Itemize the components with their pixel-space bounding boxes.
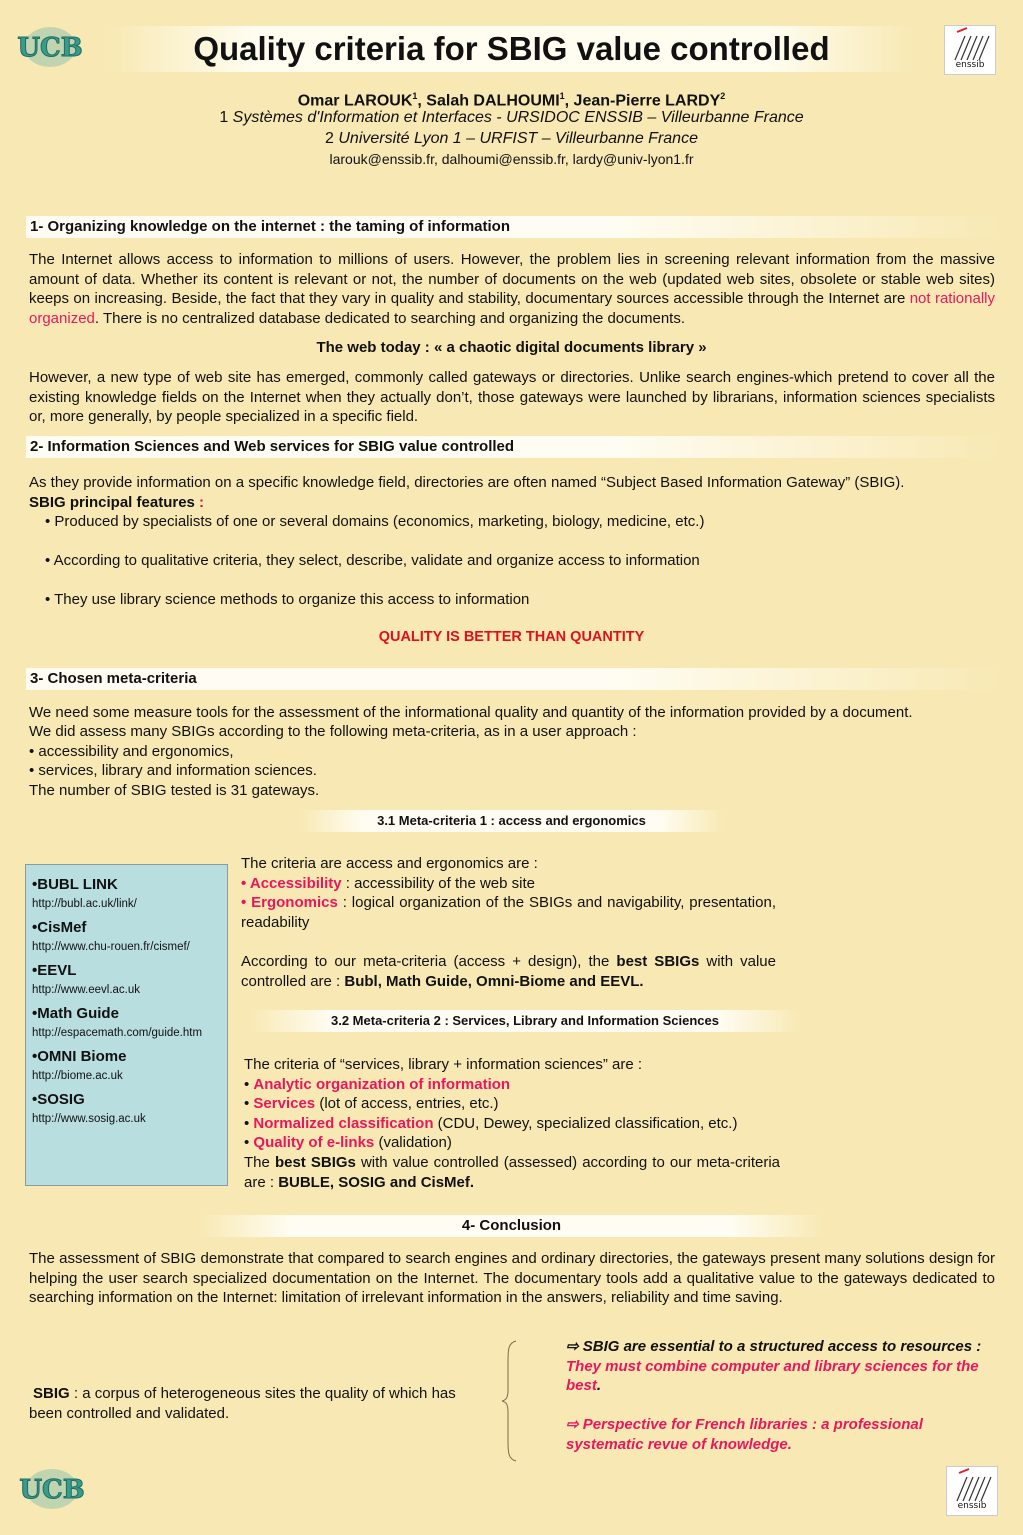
sbig-features-label: SBIG principal features : [29, 494, 205, 511]
enssib-logo [944, 25, 996, 75]
svg-text:UCB: UCB [19, 1475, 85, 1505]
enssib-logo-text: enssib [955, 60, 985, 70]
conclusion-paragraph: The assessment of SBIG demonstrate that compared to search engines and ordinary directories, the gateways present many solutions design for helping the user search specialized documentation on the Internet. The documentary tools add a qualitative value to the gateways dedicated to searching information on the Internet: limitation of irrelevant information in the answers, reliability and time saving. [29, 1250, 995, 1307]
feature-bullet-2: • According to qualitative criteria, they select, describe, validate and organize access to information [45, 552, 700, 569]
meta-criteria-2-text: The criteria of “services, library + information sciences” are : • Analytic organization of information • Services (lot of access, entries, etc.) • Normalized classification (CDU, Dewey, specialized classification, etc.) • Quality of e-links (validation) The best SBIGs with value controlled (assessed) according to our meta-criteria are : BUBLE, SOSIG and CisMef. [244, 1056, 781, 1191]
enssib-logo-footer [946, 1466, 998, 1516]
gateway-item: •BUBL LINK http://bubl.ac.uk/link/ [32, 875, 221, 913]
gateway-url[interactable]: http://espacemath.com/guide.htm [32, 1027, 203, 1039]
section-3-heading: 3- Chosen meta-criteria [26, 668, 998, 690]
meta-criteria-2-heading: 3.2 Meta-criteria 2 : Services, Library and Information Sciences [250, 1010, 800, 1032]
gateway-url[interactable]: http://bubl.ac.uk/link/ [32, 898, 137, 910]
feature-bullet-1: • Produced by specialists of one or several domains (economics, marketing, biology, medicine, etc.) [45, 513, 705, 530]
ucb-logo-footer [19, 1466, 85, 1512]
web-today-caption: The web today : « a chaotic digital documents library » [316, 339, 707, 356]
ucb-logo [17, 24, 83, 70]
poster-title: Quality criteria for SBIG value controlled [110, 26, 913, 72]
remark-1: ⇨ SBIG are essential to a structured access to resources : They must combine computer and library sciences for the best. [566, 1338, 982, 1395]
section-4-heading: 4- Conclusion [200, 1215, 823, 1237]
gateway-url[interactable]: http://biome.ac.uk [32, 1070, 123, 1082]
s3-line-3: • accessibility and ergonomics, [29, 743, 234, 760]
gateway-url[interactable]: http://www.sosig.ac.uk [32, 1113, 146, 1125]
conclusion-remarks [566, 1337, 986, 1455]
author-emails: larouk@enssib.fr, dalhoumi@enssib.fr, lardy@univ-lyon1.fr [329, 151, 694, 167]
gateway-item: •OMNI Biome http://biome.ac.uk [32, 1047, 221, 1085]
meta-criteria-1-heading: 3.1 Meta-criteria 1 : access and ergonomics [300, 810, 723, 832]
section-2-paragraph: As they provide information on a specific knowledge field, directories are often named “Subject Based Information Gateway” (SBIG). [29, 474, 905, 491]
remark-2: ⇨ Perspective for French libraries : a professional systematic revue of knowledge. [566, 1416, 923, 1453]
quality-slogan: QUALITY IS BETTER THAN QUANTITY [378, 629, 645, 645]
gateway-item: •Math Guide http://espacemath.com/guide.htm [32, 1004, 221, 1042]
section-1-heading: 1- Organizing knowledge on the internet : the taming of information [26, 216, 998, 238]
meta-criteria-1-text: The criteria are access and ergonomics are : • Accessibility : accessibility of the web site • Ergonomics : logical organization of the SBIGs and navigability, presentation, readability According to our meta-criteria (access + design), the best SBIGs with value controlled are : Bubl, Math Guide, Omni-Biome and EEVL. [241, 855, 776, 990]
gateway-url[interactable]: http://www.eevl.ac.uk [32, 984, 141, 996]
section-1-paragraph-2: However, a new type of web site has emerged, commonly called gateways or directories. Unlike search engines-which pretend to cover all the existing knowledge fields on the Internet when they actually don’t, those gateways were launched by librarians, information sciences specialists or, more generally, by people specialized in a specific field. [29, 369, 995, 426]
s3-line-1: We need some measure tools for the assessment of the informational quality and quantity of the information provided by a document. [29, 704, 913, 721]
authors: Omar LAROUK$^1$, Salah DALHOUMI$^1$, Jean-Pierre LARDY$^2$ [297, 91, 726, 110]
s3-line-2: We did assess many SBIGs according to the following meta-criteria, as in a user approach : [29, 723, 637, 740]
gateway-url[interactable]: http://www.chu-rouen.fr/cismef/ [32, 941, 190, 953]
sbig-definition: SBIG : a corpus of heterogeneous sites the quality of which has been controlled and validated. [29, 1385, 456, 1422]
gateway-item: •EEVL http://www.eevl.ac.uk [32, 961, 221, 999]
feature-bullet-3: • They use library science methods to organize this access to information [45, 591, 530, 608]
gateway-item: •SOSIG http://www.sosig.ac.uk [32, 1090, 221, 1128]
brace-divider [500, 1340, 520, 1462]
gateway-item: •CisMef http://www.chu-rouen.fr/cismef/ [32, 918, 221, 956]
gateway-list [25, 864, 228, 1186]
s3-line-5: The number of SBIG tested is 31 gateways. [29, 782, 320, 799]
s3-line-4: • services, library and information sciences. [29, 762, 317, 779]
affiliation-2: 2 Université Lyon 1 – URFIST – Villeurbanne France [325, 130, 698, 147]
section-2-heading: 2- Information Sciences and Web services for SBIG value controlled [26, 436, 998, 458]
section-1-paragraph-1: The Internet allows access to information to millions of users. However, the problem lies in screening relevant information from the massive amount of data. Whether its content is relevant or not, the number of documents on the web (updated web sites, obsolete or stable web sites) keeps on increasing. Beside, the fact that they vary in quality and stability, documentary sources accessible through the Internet are not rationally organized. There is no centralized database dedicated to searching and organizing the documents. [29, 251, 995, 327]
arrow-right-icon: ⇨ [566, 1416, 579, 1434]
affiliation-1: 1 Systèmes d'Information et Interfaces - URSIDOC ENSSIB – Villeurbanne France [219, 109, 804, 126]
svg-text:UCB: UCB [17, 33, 83, 63]
enssib-logo-text: enssib [957, 1501, 987, 1511]
arrow-right-icon: ⇨ [566, 1338, 579, 1355]
